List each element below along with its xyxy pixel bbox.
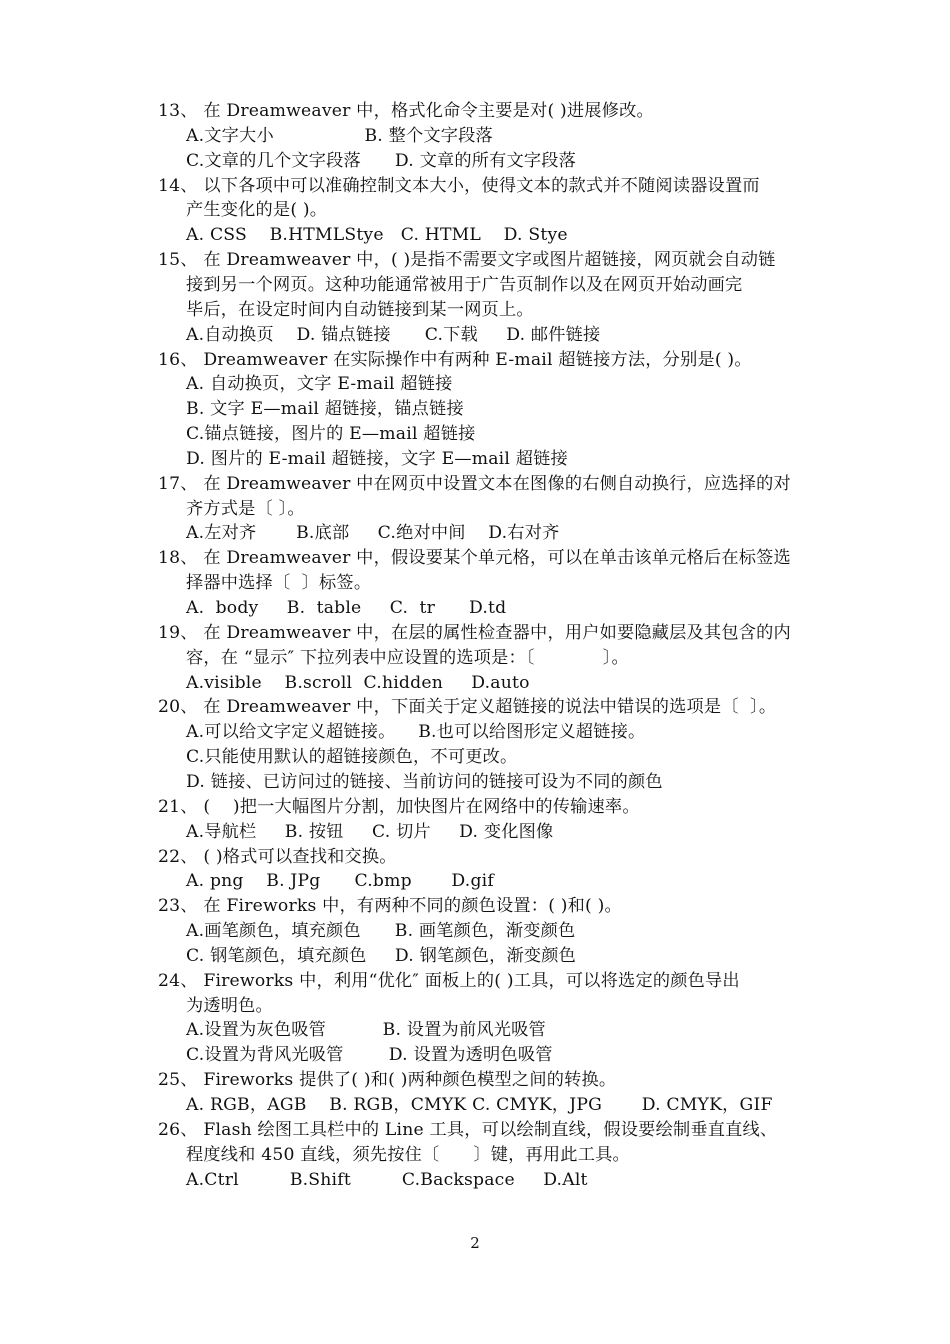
option-line: D. 图片的 E-mail 超链接，文字 E—mail 超链接 xyxy=(186,448,568,469)
option-line: B. 文字 E—mail 超链接，锚点链接 xyxy=(186,399,464,420)
option-line: A.Ctrl B.Shift C.Backspace D.Alt xyxy=(186,1169,588,1190)
question-line: 18、 在 Dreamweaver 中，假设要某个单元格，可以在单击该单元格后在标签选 xyxy=(158,548,791,569)
question-continuation-line: 接到另一个网页。这种功能通常被用于广告页制作以及在网页开始动画完 xyxy=(186,274,743,295)
option-line: C.只能使用默认的超链接颜色，不可更改。 xyxy=(186,747,518,768)
option-line: A.导航栏 B. 按钮 C. 切片 D. 变化图像 xyxy=(186,821,554,842)
question-continuation-line: 容，在 “显示″ 下拉列表中应设置的选项是：〔 〕。 xyxy=(186,647,629,668)
question-continuation-line: 择器中选择〔 〕标签。 xyxy=(186,573,372,594)
question-continuation-line: 程度线和 450 直线，须先按住〔 〕键，再用此工具。 xyxy=(186,1144,630,1165)
question-line: 17、 在 Dreamweaver 中在网页中设置文本在图像的右侧自动换行，应选择的对 xyxy=(158,473,791,494)
option-line: A. 自动换页，文字 E-mail 超链接 xyxy=(186,374,453,395)
question-line: 15、 在 Dreamweaver 中，( )是指不需要文字或图片超链接，网页就会自动链 xyxy=(158,250,776,271)
question-line: 24、 Fireworks 中，利用“优化″ 面板上的( )工具，可以将选定的颜色导出 xyxy=(158,970,740,991)
question-line: 16、 Dreamweaver 在实际操作中有两种 E-mail 超链接方法，分别是( )。 xyxy=(158,349,752,370)
option-line: A. body B. table C. tr D.td xyxy=(186,598,507,618)
option-line: A.画笔颜色，填充颜色 B. 画笔颜色，渐变颜色 xyxy=(186,921,576,942)
question-line: 14、 以下各项中可以准确控制文本大小，使得文本的款式并不随阅读器设置而 xyxy=(158,175,760,196)
option-line: A.设置为灰色吸管 B. 设置为前风光吸管 xyxy=(186,1020,546,1041)
option-line: A.visible B.scroll C.hidden D.auto xyxy=(186,672,530,693)
question-line: 26、 Flash 绘图工具栏中的 Line 工具，可以绘制直线，假设要绘制垂直直线、 xyxy=(158,1119,778,1140)
option-line: A. CSS B.HTMLStye C. HTML D. Stye xyxy=(186,225,568,246)
question-line: 25、 Fireworks 提供了( )和( )两种颜色模型之间的转换。 xyxy=(158,1070,617,1091)
question-line: 23、 在 Fireworks 中，有两种不同的颜色设置：( )和( )。 xyxy=(158,896,622,917)
question-line: 22、 ( )格式可以查找和交换。 xyxy=(158,846,397,867)
option-line: A.自动换页 D. 锚点链接 C.下载 D. 邮件链接 xyxy=(186,324,601,345)
option-line: D. 链接、已访问过的链接、当前访问的链接可设为不同的颜色 xyxy=(186,771,663,792)
option-line: C.设置为背风光吸管 D. 设置为透明色吸管 xyxy=(186,1045,553,1066)
option-line: A.可以给文字定义超链接。 B.也可以给图形定义超链接。 xyxy=(186,722,646,743)
option-line: A.文字大小 B. 整个文字段落 xyxy=(186,125,493,146)
option-line: C. 钢笔颜色，填充颜色 D. 钢笔颜色，渐变颜色 xyxy=(186,945,577,966)
option-line: A. png B. JPg C.bmp D.gif xyxy=(186,871,494,892)
question-line: 20、 在 Dreamweaver 中，下面关于定义超链接的说法中错误的选项是〔 〕。 xyxy=(158,697,777,718)
question-continuation-line: 齐方式是〔 〕。 xyxy=(186,498,305,519)
page-number: 2 xyxy=(470,1234,480,1252)
question-continuation-line: 毕后，在设定时间内自动链接到某一网页上。 xyxy=(186,299,534,320)
option-line: C.锚点链接，图片的 E—mail 超链接 xyxy=(186,424,476,445)
question-line: 19、 在 Dreamweaver 中，在层的属性检查器中，用户如要隐藏层及其包含的内 xyxy=(158,622,791,643)
option-line: C.文章的几个文字段落 D. 文章的所有文字段落 xyxy=(186,150,577,171)
question-line: 21、 ( )把一大幅图片分割，加快图片在网络中的传输速率。 xyxy=(158,796,640,817)
option-line: A.左对齐 B.底部 C.绝对中间 D.右对齐 xyxy=(186,523,560,544)
question-continuation-line: 为透明色。 xyxy=(186,995,273,1016)
question-continuation-line: 产生变化的是( )。 xyxy=(186,200,328,221)
question-line: 13、 在 Dreamweaver 中，格式化命令主要是对( )进展修改。 xyxy=(158,101,654,121)
option-line: A. RGB，AGB B. RGB，CMYK C. CMYK，JPG D. CMYK，GIF xyxy=(186,1095,773,1115)
